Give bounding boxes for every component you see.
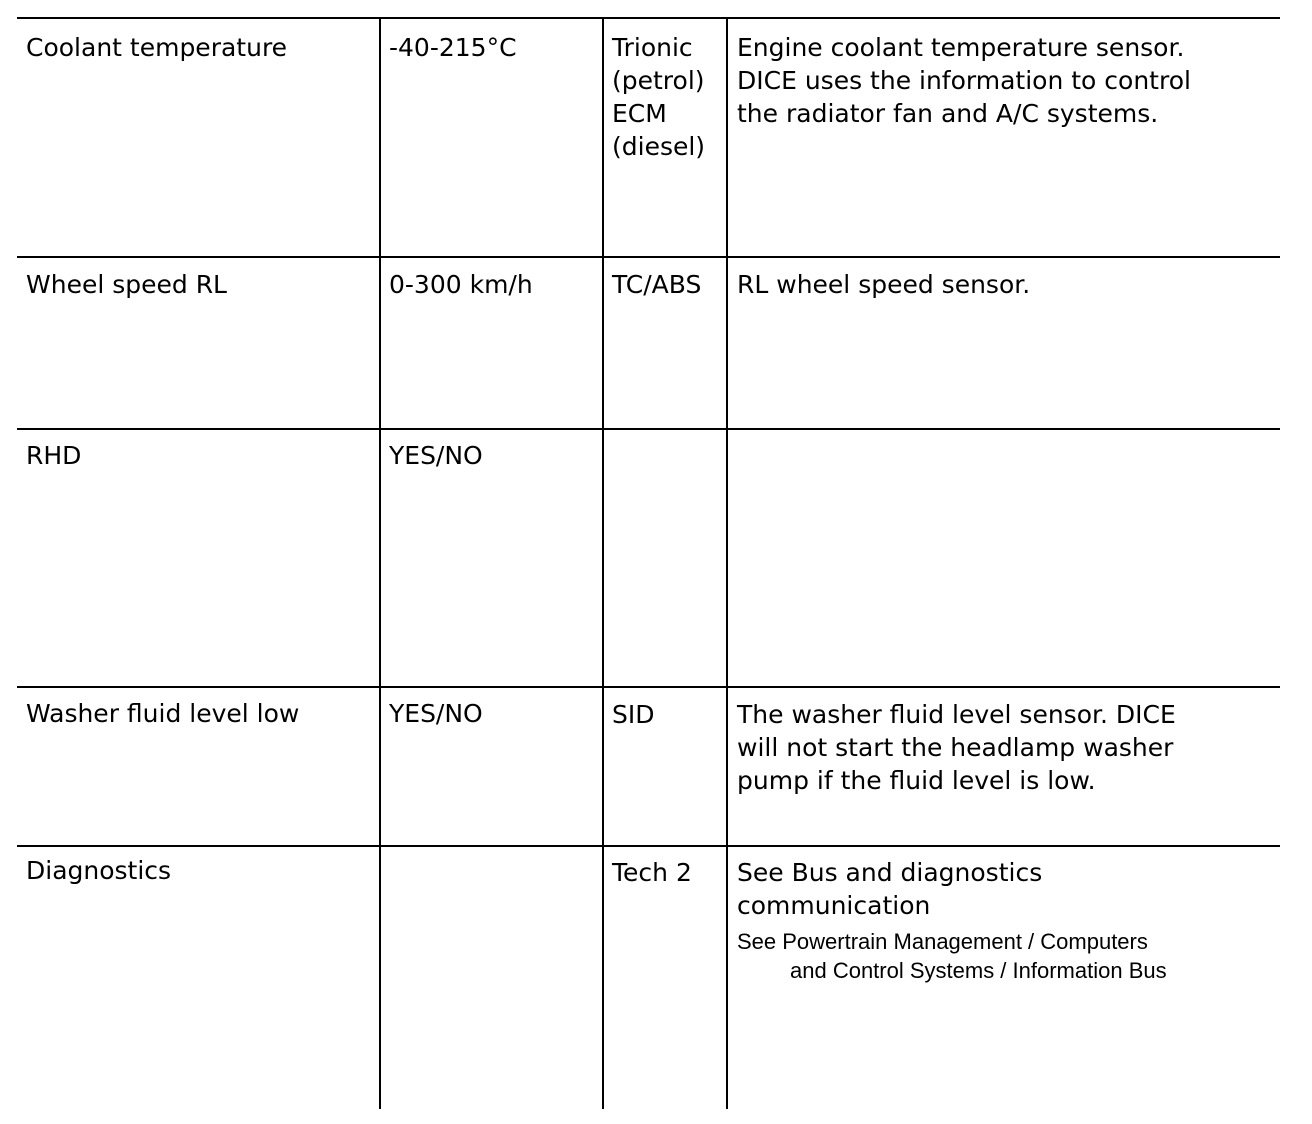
table-row-source — [612, 31, 705, 163]
signal-source-line: (diesel) — [612, 132, 706, 161]
row-divider — [17, 256, 1280, 258]
table-top-border — [17, 17, 1280, 19]
description-line: communication — [737, 891, 931, 920]
signal-source-line: ECM — [612, 99, 667, 128]
table-row-signal — [26, 31, 287, 64]
table-row-range — [389, 439, 483, 472]
row-divider — [17, 428, 1280, 430]
column-divider — [379, 17, 381, 1109]
signal-range: 0-300 km/h — [389, 270, 533, 299]
signal-source-line: SID — [612, 700, 655, 729]
description-line: will not start the headlamp washer — [737, 733, 1174, 762]
table-row-source — [612, 856, 692, 889]
table-row-signal — [26, 697, 299, 730]
signal-name: RHD — [26, 441, 82, 470]
description-line: Engine coolant temperature sensor. — [737, 33, 1185, 62]
signal-name: Wheel speed RL — [26, 270, 227, 299]
table-row-description — [737, 856, 1042, 922]
table-row-range — [389, 697, 483, 730]
table-row-range — [389, 31, 517, 64]
table-row-range — [389, 268, 533, 301]
table-row-source — [612, 268, 701, 301]
table-row-signal — [26, 854, 171, 887]
signal-range: YES/NO — [389, 441, 483, 470]
note-line: See Powertrain Management / Computers — [737, 929, 1148, 954]
description-line: pump if the fluid level is low. — [737, 766, 1096, 795]
column-divider — [726, 17, 728, 1109]
description-line: the radiator fan and A/C systems. — [737, 99, 1159, 128]
table-row-signal — [26, 268, 227, 301]
row-divider — [17, 686, 1280, 688]
signal-source-line: Tech 2 — [612, 858, 692, 887]
signal-source-line: (petrol) — [612, 66, 705, 95]
table-row-signal — [26, 439, 81, 472]
cross-reference-note — [737, 927, 1167, 985]
table-row-source — [612, 698, 655, 731]
description-line: RL wheel speed sensor. — [737, 270, 1031, 299]
signal-name: Diagnostics — [26, 856, 172, 885]
signal-range: -40-215°C — [389, 33, 517, 62]
table-row-description — [737, 698, 1176, 797]
note-line: and Control Systems / Information Bus — [790, 958, 1167, 983]
signal-source-line: TC/ABS — [612, 270, 702, 299]
signal-range: YES/NO — [389, 699, 483, 728]
table-row-description — [737, 31, 1191, 130]
table-row-description — [737, 268, 1030, 301]
signal-source-line: Trionic — [612, 33, 693, 62]
signal-name: Coolant temperature — [26, 33, 288, 62]
column-divider — [602, 17, 604, 1109]
row-divider — [17, 845, 1280, 847]
description-line: See Bus and diagnostics — [737, 858, 1043, 887]
signal-name: Washer fluid level low — [26, 699, 300, 728]
description-line: DICE uses the information to control — [737, 66, 1191, 95]
description-line: The washer fluid level sensor. DICE — [737, 700, 1176, 729]
